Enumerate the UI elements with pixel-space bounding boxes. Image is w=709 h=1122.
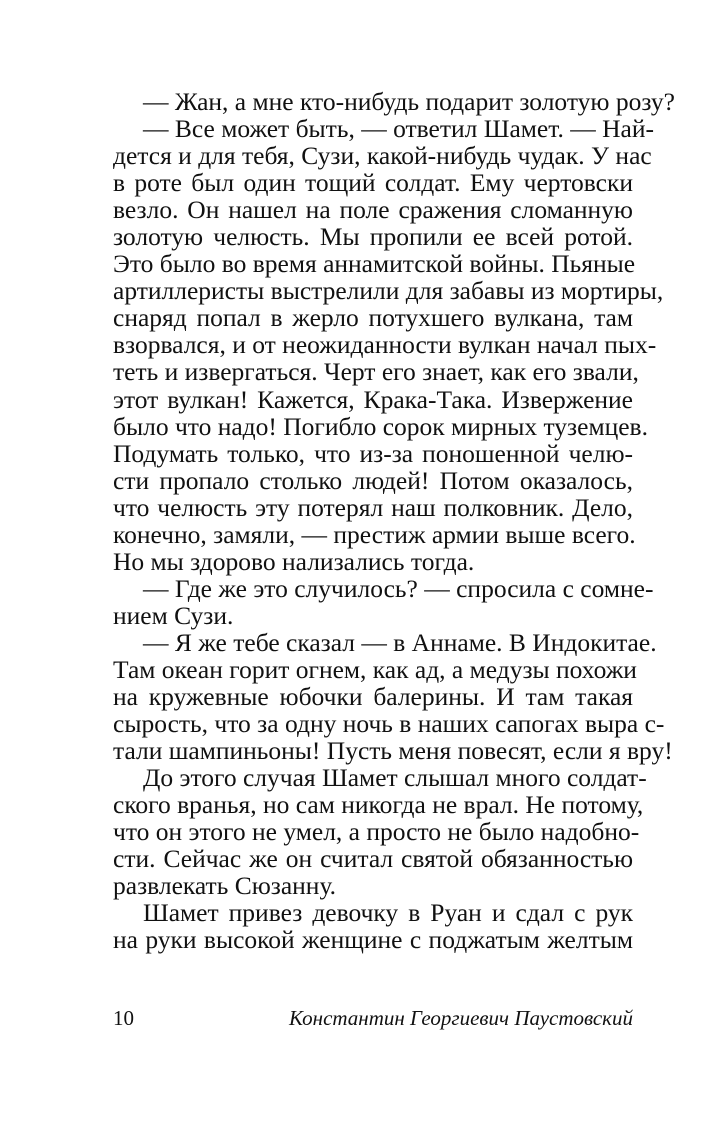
text-line: взорвался, и от неожиданности вулкан начал пых-: [113, 330, 657, 360]
page-body: [113, 87, 675, 955]
text-line: сырость, что за одну ночь в наших сапогах выра с-: [113, 709, 665, 739]
text-line: везло. Он нашел на поле сражения сломанную: [113, 195, 633, 225]
text-line: — Я же тебе сказал — в Аннаме. В Индокитае.: [143, 627, 657, 657]
text-line: артиллеристы выстрелили для забавы из мортиры,: [113, 276, 664, 306]
text-line: золотую челюсть. Мы пропили ее всей ротой.: [113, 222, 633, 252]
text-line: на руки высокой женщине с поджатым желтым: [113, 925, 633, 955]
running-author: Константин Георгиевич Паустовский: [289, 1006, 633, 1030]
text-line: — Где же это случилось? — спросила с сомне-: [143, 573, 654, 603]
text-line: снаряд попал в жерло потухшего вулкана, там: [113, 303, 633, 333]
page-footer: [113, 1004, 633, 1032]
text-line: сти пропало столько людей! Потом оказалось,: [113, 465, 633, 495]
text-line: этот вулкан! Кажется, Крака-Така. Извержение: [113, 384, 633, 414]
text-line: что челюсть эту потерял наш полковник. Дело,: [113, 492, 633, 522]
text-line: сти. Сейчас же он считал святой обязанностью: [113, 844, 633, 874]
text-line: было что надо! Погибло сорок мирных туземцев.: [113, 411, 648, 441]
text-line: — Жан, а мне кто-нибудь подарит золотую розу?: [143, 87, 675, 116]
text-line: конечно, замяли, — престиж армии выше всего.: [113, 519, 636, 549]
text-line: Подумать только, что из-за поношенной челю-: [113, 438, 633, 468]
text-line: До этого случая Шамет слышал много солдат-: [143, 763, 647, 793]
text-line: Там океан горит огнем, как ад, а медузы похожи: [113, 654, 637, 684]
text-line: ского вранья, но сам никогда не врал. Не потому,: [113, 790, 644, 820]
text-line: теть и извергаться. Черт его знает, как его звали,: [113, 357, 639, 387]
text-line: Но мы здорово нализались тогда.: [113, 546, 475, 576]
text-line: дется и для тебя, Сузи, какой-нибудь чудак. У нас: [113, 141, 652, 171]
text-line: Шамет привез девочку в Руан и сдал с рук: [143, 898, 633, 928]
text-line: тали шампиньоны! Пусть меня повесят, если я вру!: [113, 736, 673, 766]
text-line: в роте был один тощий солдат. Ему чертовски: [113, 168, 633, 198]
text-line: что он этого не умел, а просто не было надобно-: [113, 817, 640, 847]
text-line: на кружевные юбочки балерины. И там такая: [113, 682, 633, 712]
text-line: развлекать Сюзанну.: [113, 871, 337, 901]
text-line: — Все может быть, — ответил Шамет. — Най-: [143, 114, 654, 144]
page-number: 10: [113, 1006, 134, 1030]
text-line: нием Сузи.: [113, 600, 234, 630]
text-line: Это было во время аннамитской войны. Пьяные: [113, 249, 636, 279]
